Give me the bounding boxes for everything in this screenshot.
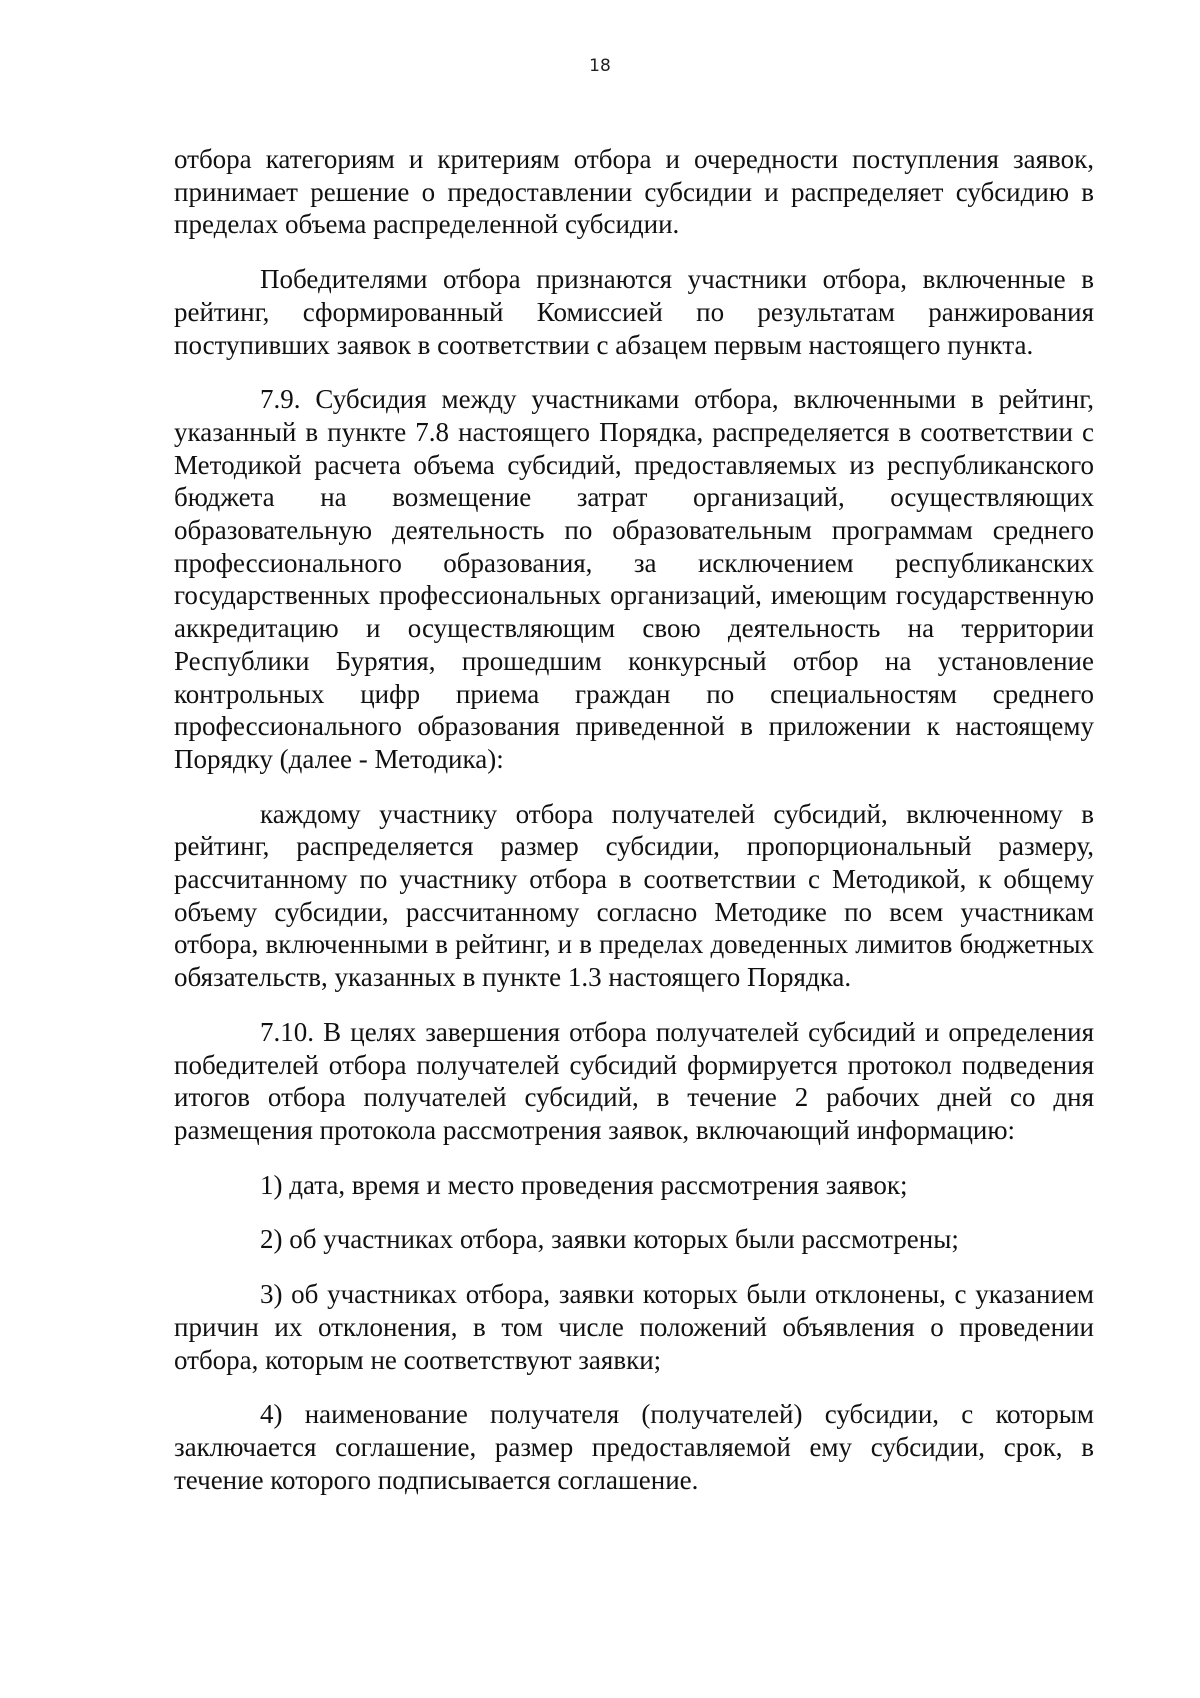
list-item-4: 4) наименование получателя (получателей) субсидии, с которым заключается соглашение, размер предоставляемой ему субсидии, срок, в течение которого подписывается соглашение. (174, 1399, 1094, 1495)
paragraph-continuation: отбора категориям и критериям отбора и очередности поступления заявок, принимает решение о предоставлении субсидии и распределяет субсидию в пределах объема распределенной субсидии. (174, 144, 1094, 240)
page-number: 18 (589, 56, 611, 76)
list-item-1: 1) дата, время и место проведения рассмотрения заявок; (260, 1169, 908, 1200)
list-item-3: 3) об участниках отбора, заявки которых были отклонены, с указанием причин их отклонения, в том числе положений объявления о проведении отбора, которым не соответствуют заявки; (174, 1279, 1094, 1375)
list-item-2: 2) об участниках отбора, заявки которых были рассмотрены; (260, 1224, 959, 1255)
paragraph-winners: Победителями отбора признаются участники отбора, включенные в рейтинг, сформированный Комиссией по результатам ранжирования поступивших заявок в соответствии с абзацем первым настоящего пункта. (174, 264, 1094, 360)
paragraph-7-9: 7.9. Субсидия между участниками отбора, включенными в рейтинг, указанный в пункте 7.8 настоящего Порядка, распределяется в соответствии с Методикой расчета объема субсидий, предоставляемых из республиканского бюджета на возмещение затрат организаций, осуществляющих образовательную деятельность по образовательным программам среднего профессионального образования, за исключением республиканских государственных профессиональных организаций, имеющим государственную аккредитацию и осуществляющим свою деятельность на территории Республики Бурятия, прошедшим конкурсный отбор на установление контрольных цифр приема граждан по специальностям среднего профессионального образования приведенной в приложении к настоящему Порядку (далее - Методика): (174, 384, 1094, 774)
paragraph-7-10: 7.10. В целях завершения отбора получателей субсидий и определения победителей отбора получателей субсидий формируется протокол подведения итогов отбора получателей субсидий, в течение 2 рабочих дней со дня размещения протокола рассмотрения заявок, включающий информацию: (174, 1016, 1094, 1145)
paragraph-distribution: каждому участнику отбора получателей субсидий, включенному в рейтинг, распределяется размер субсидии, пропорциональный размеру, рассчитанному по участнику отбора в соответствии с Методикой, к общему объему субсидии, рассчитанному согласно Методике по всем участникам отбора, включенными в рейтинг, и в пределах доведенных лимитов бюджетных обязательств, указанных в пункте 1.3 настоящего Порядка. (174, 798, 1094, 993)
document-body (174, 143, 1094, 1518)
